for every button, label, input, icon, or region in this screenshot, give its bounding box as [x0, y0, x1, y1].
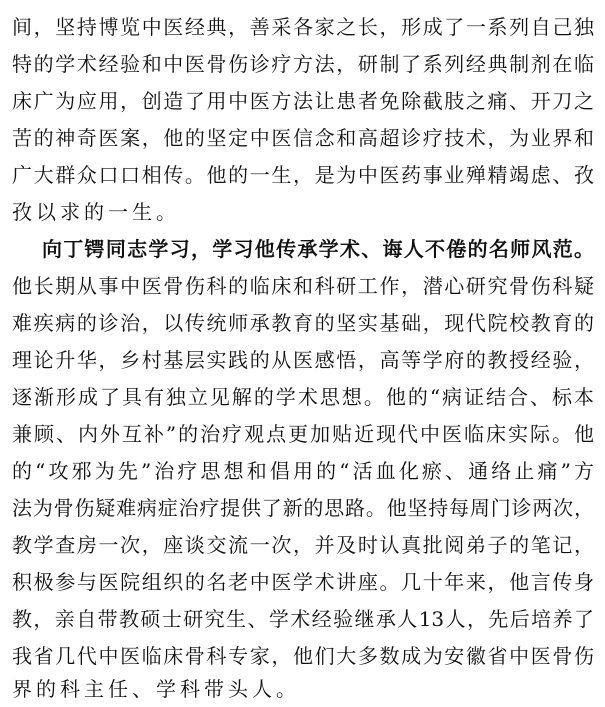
text-line: 的“攻邪为先”治疗思想和倡用的“活血化瘀、通络止痛”方 — [12, 459, 594, 483]
text-line: 难疾病的诊治，以传统师承教育的坚实基础，现代院校教育的 — [12, 311, 594, 335]
text-line: 教学查房一次，座谈交流一次，并及时认真批阅弟子的笔记， — [12, 533, 594, 557]
text-line: 特的学术经验和中医骨伤诊疗方法，研制了系列经典制剂在临 — [12, 52, 594, 76]
text-line: 广大群众口口相传。他的一生，是为中医药事业殚精竭虑、孜 — [12, 163, 594, 187]
text-line: 他长期从事中医骨伤科的临床和科研工作，潜心研究骨伤科疑 — [12, 274, 594, 298]
text-line: 苦的神奇医案，他的坚定中医信念和高超诊疗技术，为业界和 — [12, 126, 594, 150]
text-line: 我省几代中医临床骨科专家，他们大多数成为安徽省中医骨伤 — [12, 644, 594, 668]
text-line: 兼顾、内外互补”的治疗观点更加贴近现代中医临床实际。他 — [12, 422, 594, 446]
text-line: 床广为应用，创造了用中医方法让患者免除截肢之痛、开刀之 — [12, 89, 594, 113]
text-line: 教，亲自带教硕士研究生、学术经验继承人13人，先后培养了 — [12, 607, 594, 631]
text-line: 法为骨伤疑难病症治疗提供了新的思路。他坚持每周门诊两次， — [12, 496, 594, 520]
text-line: 逐渐形成了具有独立见解的学术思想。他的“病证结合、标本 — [12, 385, 594, 409]
section-heading: 向丁锷同志学习，学习他传承学术、诲人不倦的名师风范。 — [42, 237, 594, 261]
text-line: 界的科主任、学科带头人。 — [12, 677, 300, 701]
text-line: 孜以求的一生。 — [12, 200, 180, 224]
text-line: 积极参与医院组织的名老中医学术讲座。几十年来，他言传身 — [12, 570, 594, 594]
text-line: 间，坚持博览中医经典，善采各家之长，形成了一系列自己独 — [12, 15, 594, 39]
text-line: 理论升华，乡村基层实践的从医感悟，高等学府的教授经验， — [12, 348, 594, 372]
